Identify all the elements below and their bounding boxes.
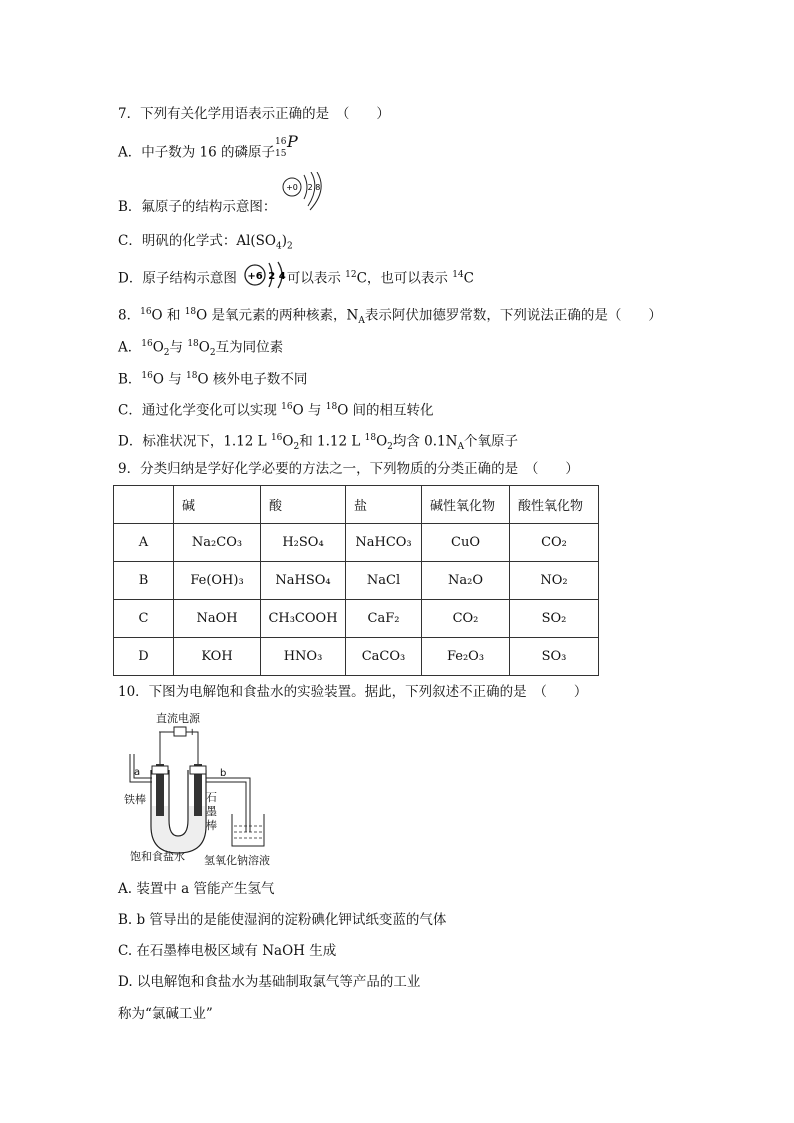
table-cell: Fe₂O₃ bbox=[422, 638, 510, 676]
svg-text:氢氧化钠溶液: 氢氧化钠溶液 bbox=[204, 854, 270, 867]
svg-text:+0: +0 bbox=[286, 183, 298, 192]
table-cell: KOH bbox=[174, 638, 261, 676]
table-cell: Fe(OH)₃ bbox=[174, 562, 261, 600]
table-cell: C bbox=[114, 600, 174, 638]
q10-stem: 10．下图为电解饱和食盐水的实验装置。据此，下列叙述不正确的是 （ ） bbox=[118, 684, 588, 700]
table-cell: Na₂O bbox=[422, 562, 510, 600]
svg-text:棒: 棒 bbox=[206, 819, 217, 832]
table-cell: CO₂ bbox=[510, 524, 599, 562]
svg-text:−: − bbox=[158, 727, 167, 738]
table-header-cell bbox=[114, 486, 174, 524]
table-cell: CH₃COOH bbox=[261, 600, 346, 638]
q10-option-a: A. 装置中 a 管能产生氢气 bbox=[118, 881, 275, 897]
svg-text:2 4: 2 4 bbox=[268, 271, 286, 282]
q10-option-c: C. 在石墨棒电极区域有 NaOH 生成 bbox=[118, 943, 337, 959]
table-row bbox=[114, 600, 599, 638]
table-cell: NaHSO₄ bbox=[261, 562, 346, 600]
q8-option-b: B．$^{16}$O 与 $^{18}$O 核外电子数不同 bbox=[118, 371, 308, 388]
table-cell: HNO₃ bbox=[261, 638, 346, 676]
q8-option-a: A．$^{16}O_2$与 $^{18}O_2$互为同位素 bbox=[118, 339, 284, 359]
table-cell: Na₂CO₃ bbox=[174, 524, 261, 562]
table-header-cell: 盐 bbox=[346, 486, 422, 524]
q8-option-c: C．通过化学变化可以实现 $^{16}$O 与 $^{18}$O 间的相互转化 bbox=[118, 402, 434, 419]
svg-text:石: 石 bbox=[206, 791, 217, 804]
table-row bbox=[114, 638, 599, 676]
q8-stem: 8．$^{16}$O 和 $^{18}$O 是氧元素的两种核素，$N_A$表示阿伏加德罗常数，下列说法正确的是（ ） bbox=[118, 307, 662, 327]
fluorine-structure-diagram bbox=[280, 172, 332, 216]
q9-stem: 9．分类归纳是学好化学必要的方法之一，下列物质的分类正确的是 （ ） bbox=[118, 461, 579, 477]
svg-text:a: a bbox=[134, 767, 141, 778]
table-cell: B bbox=[114, 562, 174, 600]
table-cell: NaOH bbox=[174, 600, 261, 638]
q10-option-b: B. b 管导出的是能使湿润的淀粉碘化钾试纸变蓝的气体 bbox=[118, 912, 447, 928]
q7-option-b: B．氟原子的结构示意图： bbox=[118, 199, 277, 215]
table-header-cell: 碱 bbox=[174, 486, 261, 524]
table-cell: CO₂ bbox=[422, 600, 510, 638]
svg-text:2 8: 2 8 bbox=[307, 183, 321, 192]
table-cell: NO₂ bbox=[510, 562, 599, 600]
svg-text:+: + bbox=[188, 727, 197, 738]
svg-text:+6: +6 bbox=[247, 271, 263, 282]
table-header-cell: 酸 bbox=[261, 486, 346, 524]
svg-text:铁棒: 铁棒 bbox=[124, 793, 146, 806]
table-cell: CuO bbox=[422, 524, 510, 562]
svg-text:b: b bbox=[220, 768, 227, 779]
table-cell: H₂SO₄ bbox=[261, 524, 346, 562]
table-header-row bbox=[114, 486, 599, 524]
table-cell: SO₃ bbox=[510, 638, 599, 676]
q8-option-d: D．标准状况下，1.12 L $^{16}O_2$和 1.12 L $^{18}O_2$均含 $0.1N_A$个氧原子 bbox=[118, 433, 518, 453]
table-header-cell: 碱性氧化物 bbox=[422, 486, 510, 524]
table-cell: NaHCO₃ bbox=[346, 524, 422, 562]
q7-stem: 7．下列有关化学用语表示正确的是 （ ） bbox=[118, 106, 390, 122]
table-cell: CaF₂ bbox=[346, 600, 422, 638]
classification-table bbox=[113, 485, 599, 676]
table-cell: NaCl bbox=[346, 562, 422, 600]
table-row bbox=[114, 562, 599, 600]
table-row bbox=[114, 524, 599, 562]
q7-option-c: C．明矾的化学式：$Al(SO_4)_2$ bbox=[118, 233, 293, 252]
table-header-cell: 酸性氧化物 bbox=[510, 486, 599, 524]
svg-text:墨: 墨 bbox=[206, 805, 217, 818]
table-cell: D bbox=[114, 638, 174, 676]
atomic-structure-diagram bbox=[242, 260, 292, 290]
table-cell: SO₂ bbox=[510, 600, 599, 638]
svg-text:饱和食盐水: 饱和食盐水 bbox=[130, 850, 185, 863]
svg-text:直流电源: 直流电源 bbox=[156, 712, 200, 725]
table-cell: A bbox=[114, 524, 174, 562]
electrolysis-apparatus-diagram bbox=[124, 708, 294, 870]
table-cell: CaCO₃ bbox=[346, 638, 422, 676]
q10-option-d-continued: 称为“氯碱工业” bbox=[118, 1006, 213, 1022]
q10-option-d: D. 以电解饱和食盐水为基础制取氯气等产品的工业 bbox=[118, 974, 421, 990]
q7-option-d: D．原子结构示意图 可以表示 $^{12}$C，也可以表示 $^{14}$C bbox=[118, 270, 474, 287]
q7-option-a: A．中子数为 16 的磷原子 16 15 P bbox=[118, 140, 301, 166]
phosphorus-isotope-notation: 16 15 P bbox=[275, 132, 298, 159]
